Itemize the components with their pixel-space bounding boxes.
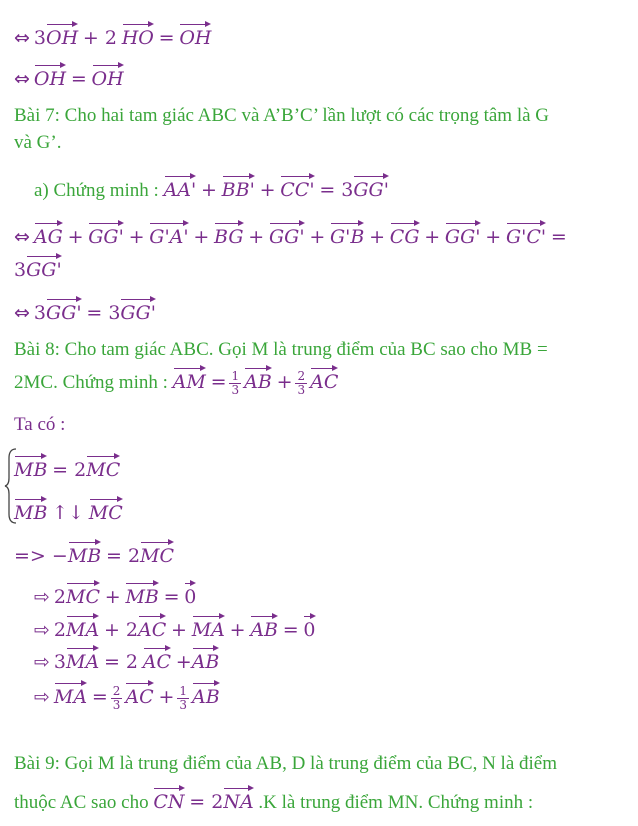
vector-oh: OH xyxy=(179,22,211,50)
vector-bg: BG xyxy=(214,221,244,249)
vector-cn: CN xyxy=(153,786,184,814)
equivalence-arrow-icon: ⇔ xyxy=(14,302,30,324)
vector-gg-prime: GG' xyxy=(120,297,156,325)
vector-g-prime-b: G'B xyxy=(330,221,364,249)
vector-ab: AB xyxy=(250,614,278,642)
implies-line: => −MB = 2MC xyxy=(14,540,174,569)
vector-g-prime-a-prime: G'A' xyxy=(149,221,188,249)
exercise-8-line-2: 2MC. Chứng minh : AM = $\frac{1}{3}$ AB + $\frac{2}{3}$ AC xyxy=(14,366,338,397)
vector-cc-prime: CC' xyxy=(280,174,314,202)
derivation-line-4: ⇨ MA = $\frac{2}{3}$ AC + $\frac{1}{3}$ AB xyxy=(34,681,220,712)
zero-vector: 0 xyxy=(303,614,315,642)
equation-line-3-cont: 3GG' xyxy=(14,254,62,283)
vector-ac: AC xyxy=(310,366,338,394)
vector-gg-prime: GG' xyxy=(269,221,305,249)
arrow-right-icon: ⇨ xyxy=(34,686,50,708)
exercise-9-line-1: Bài 9: Gọi M là trung điểm của AB, D là trung điểm của BC, N là điểm xyxy=(14,753,557,774)
ta-co-label: Ta có : xyxy=(14,414,66,435)
exercise-9-text-a: thuộc AC sao cho xyxy=(14,792,154,813)
vector-ho: HO xyxy=(122,22,154,50)
arrow-right-icon: ⇨ xyxy=(34,651,50,673)
vector-am: AM xyxy=(173,366,206,394)
vector-ab: AB xyxy=(192,681,220,709)
arrow-right-icon: ⇨ xyxy=(34,586,50,608)
exercise-7-line-1: Bài 7: Cho hai tam giác ABC và A’B’C’ lần lượt có các trọng tâm là G xyxy=(14,105,549,126)
fraction-two-thirds: $\frac{2}{3}$ xyxy=(297,369,306,398)
vector-g-prime-c-prime: G'C' xyxy=(506,221,546,249)
vector-aa-prime: AA' xyxy=(164,174,197,202)
vector-gg-prime: GG' xyxy=(88,221,124,249)
vector-ac: AC xyxy=(143,646,171,674)
exercise-7-part-a: a) Chứng minh : AA' + BB' + CC' = 3GG' xyxy=(34,174,389,203)
vector-mb: MB xyxy=(14,454,47,482)
derivation-line-2: ⇨ 2MA + 2AC + MA + AB = 0 xyxy=(34,614,316,643)
equation-line-2: ⇔ OH = OH xyxy=(14,63,124,92)
exercise-9-line-2: thuộc AC sao cho CN = 2NA .K là trung điểm MN. Chứng minh : xyxy=(14,786,533,815)
vector-gg-prime: GG' xyxy=(353,174,389,202)
vector-mc: MC xyxy=(140,540,174,568)
equivalence-arrow-icon: ⇔ xyxy=(14,27,30,49)
vector-mb: MB xyxy=(68,540,101,568)
vector-mb: MB xyxy=(14,497,47,525)
equation-line-4: ⇔ 3GG' = 3GG' xyxy=(14,297,156,326)
vector-ac: AC xyxy=(125,681,153,709)
system-line-2: MB ↑↓ MC xyxy=(14,497,123,526)
exercise-8-line-1: Bài 8: Cho tam giác ABC. Gọi M là trung điểm của BC sao cho MB = xyxy=(14,339,548,360)
vector-ma: MA xyxy=(66,646,99,674)
vector-na: NA xyxy=(223,786,253,814)
vector-gg-prime: GG' xyxy=(46,297,82,325)
vector-mc: MC xyxy=(86,454,120,482)
vector-cg: CG xyxy=(390,221,420,249)
equation-line-1: ⇔ 3OH + 2 HO = OH xyxy=(14,22,211,51)
derivation-line-1: ⇨ 2MC + MB = 0 xyxy=(34,581,196,610)
vector-mc: MC xyxy=(66,581,100,609)
vector-bb-prime: BB' xyxy=(222,174,255,202)
exercise-9-text-b: .K là trung điểm MN. Chứng minh : xyxy=(253,792,534,813)
vector-gg-prime: GG' xyxy=(26,254,62,282)
vector-ac: AC xyxy=(138,614,166,642)
vector-ab: AB xyxy=(244,366,272,394)
equivalence-arrow-icon: ⇔ xyxy=(14,226,30,248)
vector-oh: OH xyxy=(34,63,66,91)
fraction-two-thirds: $\frac{2}{3}$ xyxy=(112,684,121,713)
vector-ab: AB xyxy=(192,646,220,674)
fraction-one-third: $\frac{1}{3}$ xyxy=(231,369,240,398)
vector-ma: MA xyxy=(66,614,99,642)
part-a-label: a) Chứng minh : xyxy=(34,180,164,201)
exercise-7-line-2: và G’. xyxy=(14,132,62,153)
vector-oh: OH xyxy=(92,63,124,91)
equivalence-arrow-icon: ⇔ xyxy=(14,68,30,90)
equation-line-3: ⇔ AG + GG' + G'A' + BG + GG' + G'B + CG + GG' + G'C' = xyxy=(14,221,567,250)
exercise-8-prove-label: 2MC. Chứng minh : xyxy=(14,372,173,393)
zero-vector: 0 xyxy=(184,581,196,609)
vector-ag: AG xyxy=(34,221,63,249)
system-line-1: MB = 2MC xyxy=(14,454,120,483)
vector-mc: MC xyxy=(89,497,123,525)
vector-oh: OH xyxy=(46,22,78,50)
vector-ma: MA xyxy=(192,614,225,642)
vector-ma: MA xyxy=(54,681,87,709)
fraction-one-third: $\frac{1}{3}$ xyxy=(179,684,187,713)
vector-gg-prime: GG' xyxy=(445,221,481,249)
vector-mb: MB xyxy=(125,581,158,609)
derivation-line-3: ⇨ 3MA = 2 AC +AB xyxy=(34,646,219,675)
arrow-right-icon: ⇨ xyxy=(34,619,50,641)
